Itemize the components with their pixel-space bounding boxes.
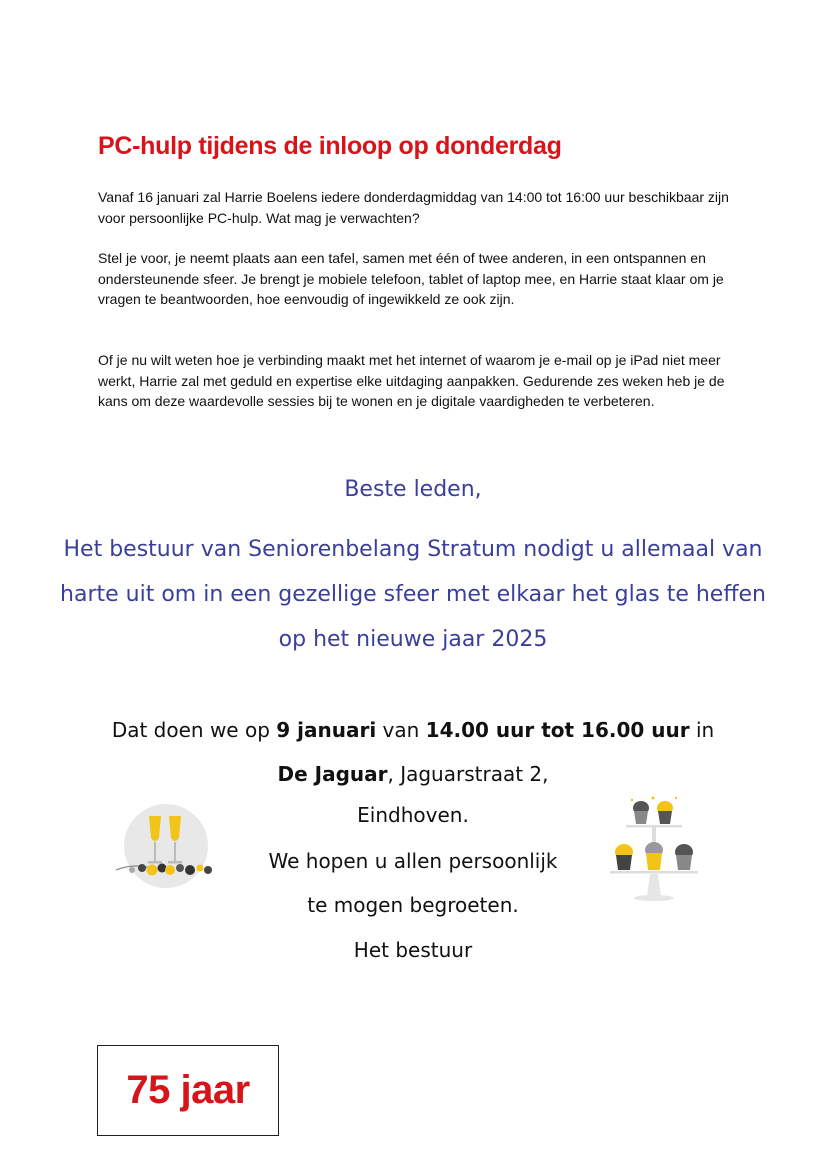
page-title: PC-hulp tijdens de inloop op donderdag (98, 132, 562, 160)
venue-name: De Jaguar (277, 762, 388, 786)
details-paragraph: Of je nu wilt weten hoe je verbinding maakt met het internet of waarom je e-mail op je iPad niet meer werkt, Harrie zal met geduld en expertise elke uitdaging aanpakken. Gedurende zes weken heb je de kans om deze waardevolle sessies bij te wonen en je digitale vaardigheden te verbeteren. (98, 352, 725, 409)
invitation-greeting: Beste leden, (344, 477, 482, 502)
champagne-glasses-icon (112, 798, 216, 894)
event-time: 14.00 uur tot 16.00 uur (425, 718, 690, 742)
event-city: Eindhoven. (357, 803, 469, 827)
event-date: 9 januari (276, 718, 377, 742)
invitation-body: Het bestuur van Seniorenbelang Stratum nodigt u allemaal van harte uit om in een gezellige sfeer met elkaar het glas te heffen op het nieuwe jaar 2025 (60, 537, 766, 652)
venue-address: , Jaguarstraat 2, (387, 762, 549, 786)
closing-line-2: te mogen begroeten. (307, 893, 519, 917)
in-word: in (695, 718, 715, 742)
cupcake-stand-icon (606, 792, 702, 908)
event-date-line (60, 718, 766, 742)
closing-line-1: We hopen u allen persoonlijk (268, 849, 558, 873)
event-location-line (60, 762, 766, 786)
anniversary-badge-text: 75 jaar (126, 1068, 250, 1112)
anniversary-badge (97, 1045, 279, 1136)
description-paragraph: Stel je voor, je neemt plaats aan een tafel, samen met één of twee anderen, in een ontspannen en ondersteunende sfeer. Je brengt je mobiele telefoon, tablet of laptop mee, en Harrie staat klaar om je vragen te beantwoorden, hoe eenvoudig of ingewikkeld ze ook zijn. (98, 250, 724, 307)
signature: Het bestuur (353, 938, 473, 962)
intro-paragraph: Vanaf 16 januari zal Harrie Boelens iedere donderdagmiddag van 14:00 tot 16:00 uur beschikbaar zijn voor persoonlijke PC-hulp. Wat mag je verwachten? (98, 189, 729, 226)
when-prefix: Dat doen we op (111, 718, 270, 742)
time-prefix: van (382, 718, 420, 742)
